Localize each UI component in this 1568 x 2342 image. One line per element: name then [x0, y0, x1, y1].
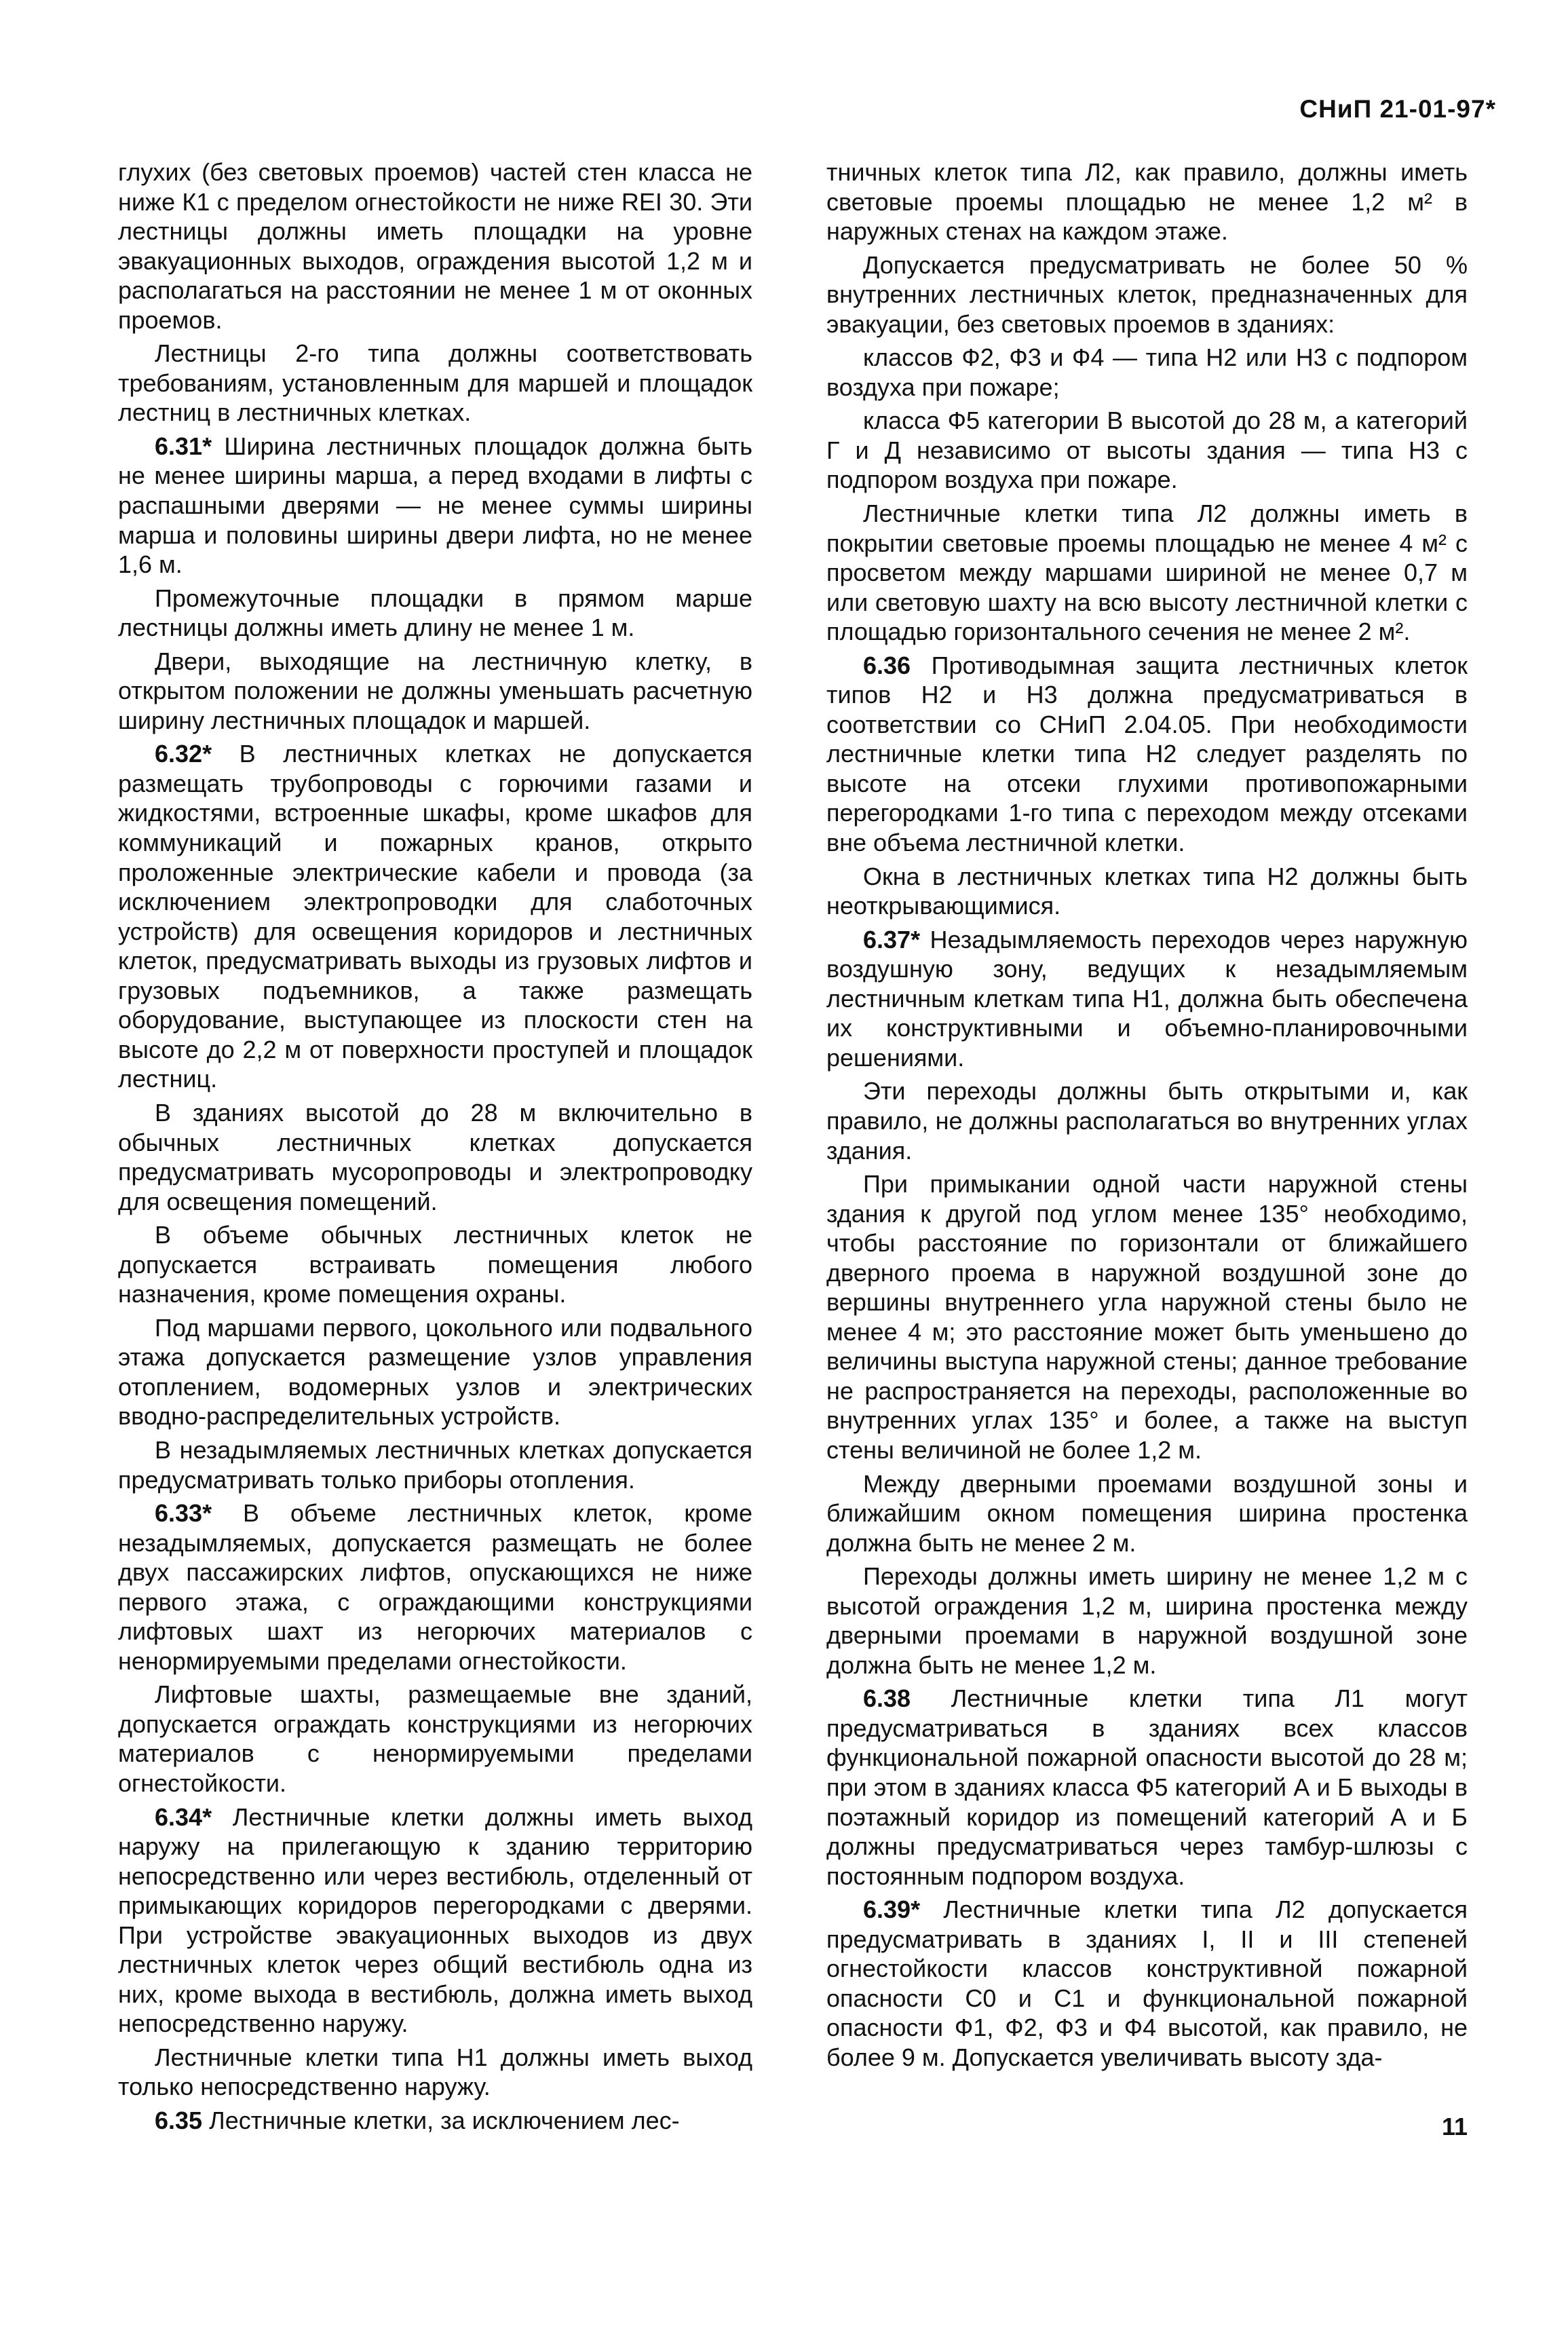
paragraph-text: Лестничные клетки, за исключением лес- [202, 2107, 680, 2134]
paragraph [118, 1498, 752, 1676]
paragraph-text: Переходы должны иметь ширину не менее 1,2 м с высотой ограждения 1,2 м, ширина простенка между дверными проемами в наружной воздушной зоне должна быть не менее 1,2 м. [826, 1562, 1468, 1679]
paragraph [826, 343, 1468, 402]
paragraph [118, 1098, 752, 1216]
paragraph-text: Противодымная защита лестничных клеток типов Н2 и Н3 должна предусматриваться в соответствии со СНиП 2.04.05. При необходимости лестничные клетки типа Н2 следует разделять по высоте на отсеки глухими противопожарными перегородками 1-го типа с переходом между отсеками вне объема лестничной клетки. [826, 651, 1468, 857]
paragraph-text: Допускается предусматривать не более 50 % внутренних лестничных клеток, предназначенных для эвакуации, без световых проемов в зданиях: [826, 250, 1468, 338]
paragraph [826, 1895, 1468, 2072]
paragraph [118, 2043, 752, 2102]
paragraph [118, 1313, 752, 1431]
paragraph-text: Лестничные клетки типа Л2 допускается предусматривать в зданиях I, II и III степеней огнестойкости классов конструктивной пожарной опасности С0 и С1 и функциональной пожарной опасности Ф1, Ф2, Ф3 и Ф4 высотой, как правило, не более 9 м. Допускается увеличивать высоту зда- [826, 1895, 1468, 2071]
paragraph-text: В незадымляемых лестничных клетках допускается предусматривать только приборы отопления. [118, 1435, 752, 1494]
paragraph-text: Окна в лестничных клетках типа Н2 должны быть неоткрывающимися. [826, 862, 1468, 920]
paragraph-text: Эти переходы должны быть открытыми и, как правило, не должны располагаться во внутренних углах здания. [826, 1077, 1468, 1165]
paragraph [826, 1169, 1468, 1465]
paragraph-text: Лестницы 2-го типа должны соответствовать требованиям, установленным для маршей и площадок лестниц в лестничных клетках. [118, 339, 752, 427]
paragraph-text: Незадымляемость переходов через наружную воздушную зону, ведущих к незадымляемым лестничным клеткам типа Н1, должна быть обеспечена их конструктивными и объемно-планировочными решениями. [826, 925, 1468, 1072]
paragraph-text: Лестничные клетки типа Л2 должны иметь в покрытии световые проемы площадью не менее 4 м² с просветом между маршами шириной не менее 0,7 м или световую шахту на всю высоту лестничной клетки с площадью горизонтального сечения не менее 2 м². [826, 499, 1468, 646]
paragraph [826, 1076, 1468, 1165]
paragraph [118, 1220, 752, 1309]
paragraph-text: В лестничных клетках не допускается размещать трубопроводы с горючими газами и жидкостями, встроенные шкафы, кроме шкафов для коммуникаций и пожарных кранов, открыто проложенные электрические кабели и провода (за исключением электропроводки для слаботочных устройств) для освещения коридоров и лестничных клеток, предусматривать выходы из грузовых лифтов и грузовых подъемников, а также размещать оборудование, выступающее из плоскости стен на высоте до 2,2 м от поверхности проступей и площадок лестниц. [118, 740, 752, 1093]
paragraph [826, 157, 1468, 246]
clause-number: 6.33* [155, 1499, 212, 1528]
paragraph [826, 499, 1468, 647]
paragraph [118, 1802, 752, 2039]
paragraph [826, 1469, 1468, 1558]
paragraph-text: Лифтовые шахты, размещаемые вне зданий, допускается ограждать конструкциями из негорючих материалов с ненормируемыми пределами огнестойкости. [118, 1680, 752, 1797]
paragraph [118, 157, 752, 335]
paragraph [826, 925, 1468, 1073]
paragraph [118, 1680, 752, 1798]
paragraph-text: Под маршами первого, цокольного или подвального этажа допускается размещение узлов управления отоплением, водомерных узлов и электрических вводно-распределительных устройств. [118, 1313, 752, 1431]
paragraph-text: класса Ф5 категории В высотой до 28 м, а категорий Г и Д независимо от высоты здания — типа Н3 с подпором воздуха при пожаре. [826, 407, 1468, 494]
paragraph-text: При примыкании одной части наружной стены здания к другой под углом менее 135° необходимо, чтобы расстояние по горизонтали от ближайшего дверного проема в наружной воздушной зоне до вершины внутреннего угла наружной стены было не менее 4 м; это расстояние может быть уменьшено до величины выступа наружной стены; данное требование не распространяется на переходы, расположенные во внутренних углах 135° и более, а также на выступ стены величиной не более 1,2 м. [826, 1170, 1468, 1464]
paragraph [118, 339, 752, 428]
document-code-header: СНиП 21-01-97* [1299, 95, 1496, 123]
paragraph [826, 1562, 1468, 1680]
paragraph [826, 862, 1468, 921]
right-text-column [826, 157, 1468, 2076]
paragraph [826, 250, 1468, 339]
paragraph-text: тничных клеток типа Л2, как правило, должны иметь световые проемы площадью не менее 1,2 м² в наружных стенах на каждом этаже. [826, 158, 1468, 246]
paragraph [118, 739, 752, 1094]
paragraph [826, 406, 1468, 495]
clause-number: 6.35 [155, 2107, 203, 2134]
clause-number: 6.38 [863, 1684, 911, 1713]
page-number: 11 [1441, 2113, 1468, 2140]
paragraph-text: Лестничные клетки должны иметь выход наружу на прилегающую к зданию территорию непосредственно или через вестибюль, отделенный от примыкающих коридоров перегородками с дверями. При устройстве эвакуационных выходов из двух лестничных клеток через общий вестибюль одна из них, кроме выхода в вестибюль, должна иметь выход непосредственно наружу. [118, 1802, 752, 2038]
paragraph [118, 432, 752, 580]
clause-number: 6.39* [863, 1895, 921, 1924]
paragraph-text: Двери, выходящие на лестничную клетку, в открытом положении не должны уменьшать расчетную ширину лестничных площадок и маршей. [118, 647, 752, 734]
paragraph [118, 647, 752, 736]
clause-number: 6.37* [863, 925, 921, 953]
paragraph-text: глухих (без световых проемов) частей стен класса не ниже К1 с пределом огнестойкости не ниже REI 30. Эти лестницы должны иметь площадки на уровне эвакуационных выходов, ограждения высотой 1,2 м и располагаться на расстоянии не менее 1 м от оконных проемов. [118, 158, 752, 334]
paragraph-text: В зданиях высотой до 28 м включительно в обычных лестничных клетках допускается предусматривать мусоропроводы и электропроводку для освещения помещений. [118, 1098, 752, 1215]
paragraph-text: Промежуточные площадки в прямом марше лестницы должны иметь длину не менее 1 м. [118, 584, 752, 642]
paragraph-text: Лестничные клетки типа Н1 должны иметь выход только непосредственно наружу. [118, 2043, 752, 2101]
paragraph [118, 2106, 752, 2136]
left-text-column [118, 157, 752, 2140]
paragraph [118, 1435, 752, 1494]
paragraph [826, 651, 1468, 858]
paragraph [826, 1684, 1468, 1891]
clause-number: 6.36 [863, 651, 911, 679]
clause-number: 6.32* [155, 740, 212, 768]
paragraph-text: Между дверными проемами воздушной зоны и ближайшим окном помещения ширина простенка должна быть не менее 2 м. [826, 1469, 1468, 1557]
clause-number: 6.31* [155, 432, 212, 460]
paragraph-text: В объеме лестничных клеток, кроме незадымляемых, допускается размещать не более двух пассажирских лифтов, опускающихся не ниже первого этажа, с ограждающими конструкциями лифтовых шахт из негорючих материалов с ненормируемыми пределами огнестойкости. [118, 1499, 752, 1675]
paragraph-text: В объеме обычных лестничных клеток не допускается встраивать помещения любого назначения, кроме помещения охраны. [118, 1221, 752, 1308]
paragraph-text: Лестничные клетки типа Л1 могут предусматриваться в зданиях всех классов функциональной пожарной опасности высотой до 28 м; при этом в зданиях класса Ф5 категорий А и Б выходы в поэтажный коридор из помещений категорий А и Б должны предусматриваться через тамбур-шлюзы с постоянным подпором воздуха. [826, 1684, 1468, 1890]
paragraph-text: Ширина лестничных площадок должна быть не менее ширины марша, а перед входами в лифты с распашными дверями — не менее суммы ширины марша и половины ширины двери лифта, но не менее 1,6 м. [118, 432, 752, 579]
paragraph-text: классов Ф2, Ф3 и Ф4 — типа Н2 или Н3 с подпором воздуха при пожаре; [826, 343, 1468, 401]
paragraph [118, 584, 752, 643]
clause-number: 6.34* [155, 1802, 212, 1831]
